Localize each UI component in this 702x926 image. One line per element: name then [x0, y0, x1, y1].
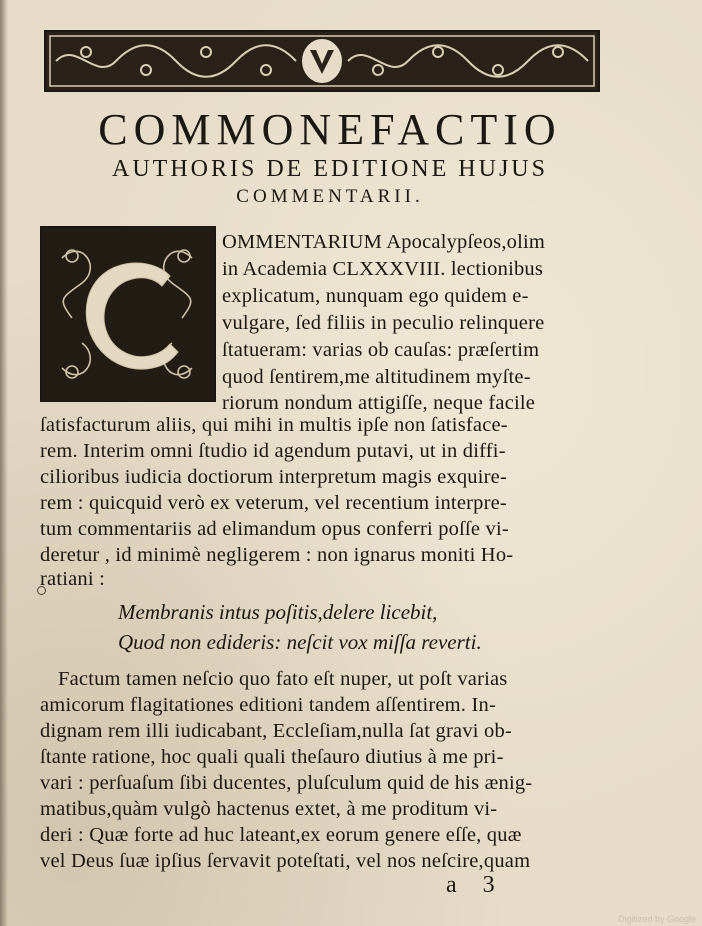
paragraph2-line-3: dignam rem illi iudicabant, Eccleſiam,nulla ſat gravi ob- — [40, 720, 512, 742]
paragraph1-line-8: ſatisfacturum aliis, qui mihi in multis ipſe non ſatisface- — [40, 414, 508, 436]
paragraph1-line-2: in Academia CLXXXVIII. lectionibus — [222, 258, 544, 280]
paragraph1-line-9: rem. Interim omni ſtudio id agendum putavi, ut in diffi- — [40, 440, 506, 462]
paragraph1-line-10: cilioribus iudicia doctiorum interpretum magis exquire- — [40, 466, 508, 488]
title-line-2: AUTHORIS DE EDITIONE HUJUS — [112, 156, 548, 182]
margin-mark — [37, 586, 46, 595]
ornamental-headpiece — [44, 30, 600, 92]
paragraph2-line-2: amicorum flagitationes editioni tandem aſſentirem. In- — [40, 694, 496, 716]
paragraph1-line-13: deretur , id minimè negligerem : non ignarus moniti Ho- — [40, 544, 514, 566]
decorated-initial-c — [40, 226, 216, 402]
paragraph2-line-1: Factum tamen neſcio quo fato eſt nuper, ut poſt varias — [58, 668, 508, 690]
paragraph1-line-5: ſtatueram: varias ob cauſas: præſertim — [222, 339, 540, 361]
paragraph1-line-1: OMMENTARIUM Apocalypſeos,olim — [222, 231, 546, 253]
paragraph2-line-6: matibus,quàm vulgò hactenus extet, à me proditum vi- — [40, 798, 498, 820]
paragraph1-line-7: riorum nondum attigiſſe, neque facile — [222, 392, 536, 414]
page-gutter-shadow — [0, 0, 8, 926]
paragraph2-line-4: ſtante ratione, hoc quali quali theſauro diutius à me pri- — [40, 746, 504, 768]
digitization-watermark: Digitized by Google — [617, 914, 696, 924]
paragraph1-line-14: ratiani : — [40, 568, 105, 590]
paragraph1-line-6: quod ſentirem,me altitudinem myſte- — [222, 366, 531, 388]
paragraph1-line-12: tum commentariis ad elimandum opus conferri poſſe vi- — [40, 518, 509, 540]
paragraph2-line-5: vari : perſuaſum ſibi ducentes, pluſculum quid de his ænig- — [40, 772, 533, 794]
paragraph1-line-11: rem : quicquid verò ex veterum, vel recentium interpre- — [40, 492, 507, 514]
paragraph1-line-4: vulgare, ſed filiis in peculio relinquere — [222, 312, 545, 334]
paragraph2-line-7: deri : Quæ forte ad huc lateant,ex eorum genere eſſe, quæ — [40, 824, 522, 846]
title-line-1: COMMONEFACTIO — [98, 105, 562, 154]
paragraph2-line-8: vel Deus ſuæ ipſius ſervavit poteſtati, vel nos neſcire,quam — [40, 850, 531, 872]
signature-mark: a 3 — [446, 872, 505, 898]
paragraph1-line-3: explicatum, nunquam ego quidem e- — [222, 285, 529, 307]
verse-line-1: Membranis intus poſitis,delere licebit, — [118, 600, 438, 624]
verse-line-2: Quod non edideris: neſcit vox miſſa reverti. — [118, 630, 482, 654]
title-line-3: COMMENTARII. — [236, 186, 424, 207]
